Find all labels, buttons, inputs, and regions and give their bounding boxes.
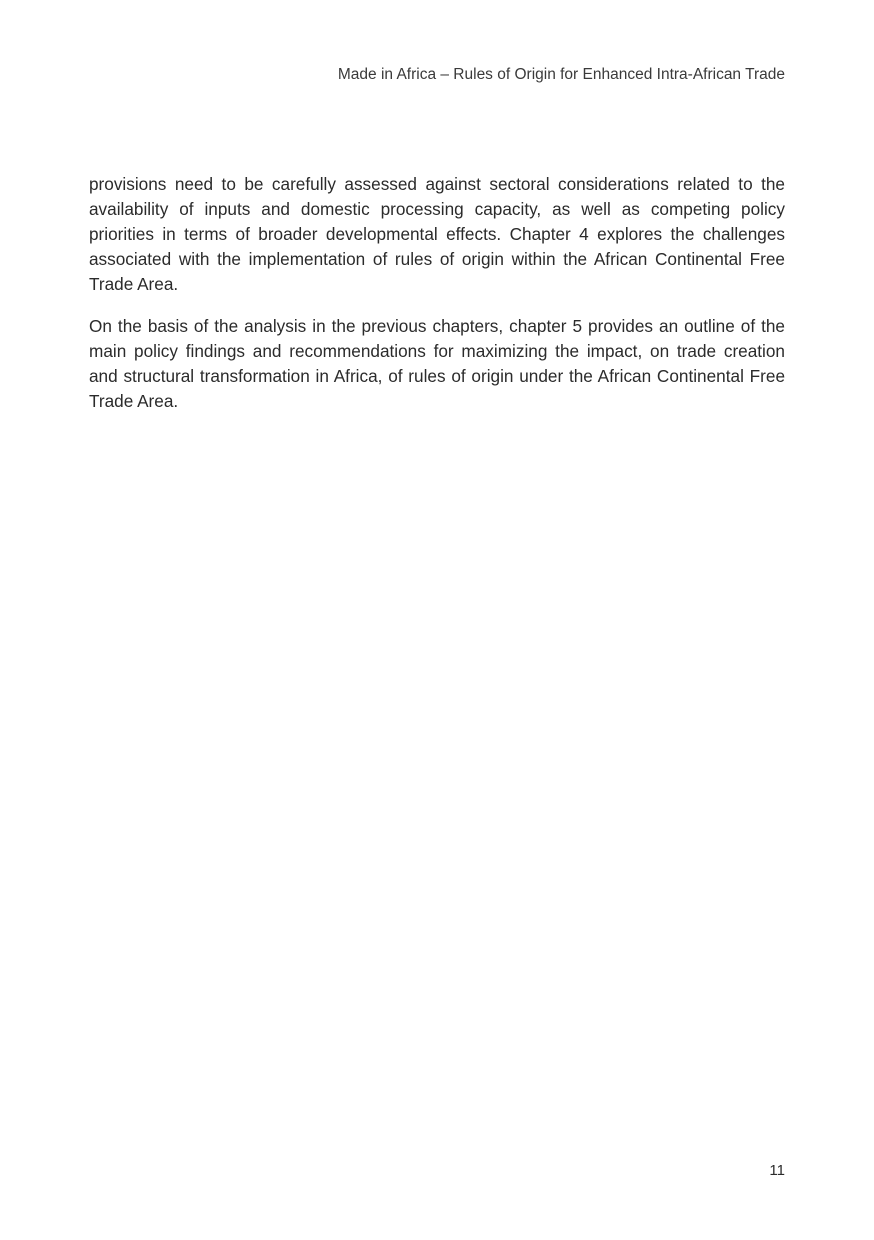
paragraph-1: provisions need to be carefully assessed against sectoral considerations related to the availability of inputs and domestic processing capacity, as well as competing policy priorities in terms of broader developmental effects. Chapter 4 explores the challenges associated with the implementation of rules of origin within the African Continental Free Trade Area. [89,174,785,294]
paragraph-2: On the basis of the analysis in the previous chapters, chapter 5 provides an outline of the main policy findings and recommendations for maximizing the impact, on trade creation and structural transformation in Africa, of rules of origin under the African Continental Free Trade Area. [89,316,785,411]
running-header: Made in Africa – Rules of Origin for Enhanced Intra-African Trade [337,66,785,83]
page-number: 11 [769,1162,785,1179]
body-text [89,172,785,431]
